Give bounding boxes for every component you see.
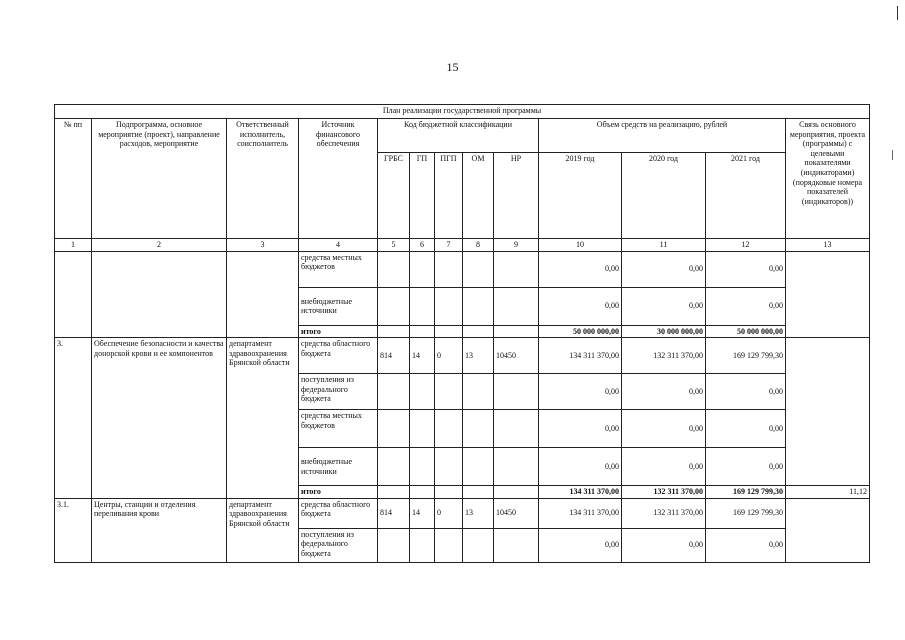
total-2019: 134 311 370,00 bbox=[539, 486, 622, 499]
value-2021: 0,00 bbox=[706, 528, 786, 562]
value-2021: 169 129 799,30 bbox=[706, 338, 786, 374]
source-label: поступления из федерального бюджета bbox=[299, 374, 378, 410]
column-number: 12 bbox=[706, 239, 786, 252]
header-pgp: ПГП bbox=[435, 153, 463, 239]
source-label: поступления из федерального бюджета bbox=[299, 528, 378, 562]
column-number: 9 bbox=[494, 239, 539, 252]
code-grbs: 814 bbox=[378, 498, 410, 528]
column-number: 6 bbox=[410, 239, 435, 252]
value-2021: 0,00 bbox=[706, 374, 786, 410]
column-number: 11 bbox=[622, 239, 706, 252]
code-gp: 14 bbox=[410, 498, 435, 528]
value-2019: 134 311 370,00 bbox=[539, 338, 622, 374]
code-pgp: 0 bbox=[435, 338, 463, 374]
value-2021: 0,00 bbox=[706, 410, 786, 448]
table-row bbox=[55, 251, 870, 287]
source-label: средства областного бюджета bbox=[299, 338, 378, 374]
column-number: 4 bbox=[299, 239, 378, 252]
cell-responsible bbox=[227, 251, 299, 338]
header-responsible: Ответственный исполнитель, соисполнитель bbox=[227, 119, 299, 239]
page-number: 15 bbox=[446, 60, 459, 74]
total-2020: 132 311 370,00 bbox=[622, 486, 706, 499]
column-number: 8 bbox=[463, 239, 494, 252]
code-om: 13 bbox=[463, 338, 494, 374]
header-no: № пп bbox=[55, 119, 92, 239]
column-number: 3 bbox=[227, 239, 299, 252]
header-2021: 2021 год bbox=[706, 153, 786, 239]
responsible-executor: департамент здравоохранения Брянской области bbox=[227, 338, 299, 499]
table-row bbox=[55, 498, 870, 528]
total-label: итого bbox=[299, 325, 378, 338]
header-indicator-link: Связь основного мероприятия, проекта (программы) с целевыми показателями (индикаторами) (порядковые номера показателей (индикаторов)) bbox=[786, 119, 870, 239]
header-funds: Объем средств на реализацию, рублей bbox=[539, 119, 786, 153]
responsible-executor: департамент здравоохранения Брянской области bbox=[227, 498, 299, 562]
value-2020: 0,00 bbox=[622, 528, 706, 562]
total-2020: 30 000 000,00 bbox=[622, 325, 706, 338]
row-number: 3.1. bbox=[55, 498, 92, 562]
header-om: ОМ bbox=[463, 153, 494, 239]
value-2020: 132 311 370,00 bbox=[622, 498, 706, 528]
code-grbs: 814 bbox=[378, 338, 410, 374]
total-2021: 169 129 799,30 bbox=[706, 486, 786, 499]
scan-edge-mark bbox=[892, 150, 893, 160]
code-gp: 14 bbox=[410, 338, 435, 374]
row-number: 3. bbox=[55, 338, 92, 499]
value-2019: 0,00 bbox=[539, 374, 622, 410]
source-label: внебюджетные источники bbox=[299, 287, 378, 325]
column-number: 5 bbox=[378, 239, 410, 252]
cell-indicator-link bbox=[786, 338, 870, 486]
column-number: 2 bbox=[92, 239, 227, 252]
code-pgp: 0 bbox=[435, 498, 463, 528]
program-plan-table bbox=[54, 104, 870, 563]
code-nr: 10450 bbox=[494, 498, 539, 528]
value-2019: 134 311 370,00 bbox=[539, 498, 622, 528]
header-grbs: ГРБС bbox=[378, 153, 410, 239]
value-2020: 0,00 bbox=[622, 448, 706, 486]
value-2020: 0,00 bbox=[622, 374, 706, 410]
cell-indicator-link bbox=[786, 498, 870, 562]
cell-no bbox=[55, 251, 92, 338]
source-label: внебюджетные источники bbox=[299, 448, 378, 486]
source-label: средства местных бюджетов bbox=[299, 410, 378, 448]
value-2021: 169 129 799,30 bbox=[706, 498, 786, 528]
source-label: средства областного бюджета bbox=[299, 498, 378, 528]
header-budget-code: Код бюджетной классификации bbox=[378, 119, 539, 153]
value-2019: 0,00 bbox=[539, 410, 622, 448]
column-number: 1 bbox=[55, 239, 92, 252]
value-2021: 0,00 bbox=[706, 251, 786, 287]
value-2020: 0,00 bbox=[622, 251, 706, 287]
header-2020: 2020 год bbox=[622, 153, 706, 239]
code-nr: 10450 bbox=[494, 338, 539, 374]
header-nr: НР bbox=[494, 153, 539, 239]
cell-name bbox=[92, 251, 227, 338]
value-2021: 0,00 bbox=[706, 287, 786, 325]
value-2019: 0,00 bbox=[539, 448, 622, 486]
value-2021: 0,00 bbox=[706, 448, 786, 486]
column-number: 13 bbox=[786, 239, 870, 252]
column-number: 7 bbox=[435, 239, 463, 252]
header-2019: 2019 год bbox=[539, 153, 622, 239]
header-subprogram: Подпрограмма, основное мероприятие (проект), направление расходов, мероприятие bbox=[92, 119, 227, 239]
code-om: 13 bbox=[463, 498, 494, 528]
source-label: средства местных бюджетов bbox=[299, 251, 378, 287]
value-2019: 0,00 bbox=[539, 528, 622, 562]
table-caption: План реализации государственной программы bbox=[55, 105, 870, 119]
value-2019: 0,00 bbox=[539, 251, 622, 287]
cell-indicator-link bbox=[786, 251, 870, 338]
measure-name: Центры, станции и отделения переливания крови bbox=[92, 498, 227, 562]
total-2021: 50 000 000,00 bbox=[706, 325, 786, 338]
column-number: 10 bbox=[539, 239, 622, 252]
indicator-numbers: 11,12 bbox=[786, 486, 870, 499]
value-2019: 0,00 bbox=[539, 287, 622, 325]
measure-name: Обеспечение безопасности и качества донорской крови и ее компонентов bbox=[92, 338, 227, 499]
value-2020: 0,00 bbox=[622, 287, 706, 325]
total-label: итого bbox=[299, 486, 378, 499]
table-row bbox=[55, 338, 870, 374]
header-source: Источник финансового обеспечения bbox=[299, 119, 378, 239]
value-2020: 132 311 370,00 bbox=[622, 338, 706, 374]
scan-edge-mark bbox=[897, 6, 898, 20]
header-gp: ГП bbox=[410, 153, 435, 239]
total-2019: 50 000 000,00 bbox=[539, 325, 622, 338]
value-2020: 0,00 bbox=[622, 410, 706, 448]
